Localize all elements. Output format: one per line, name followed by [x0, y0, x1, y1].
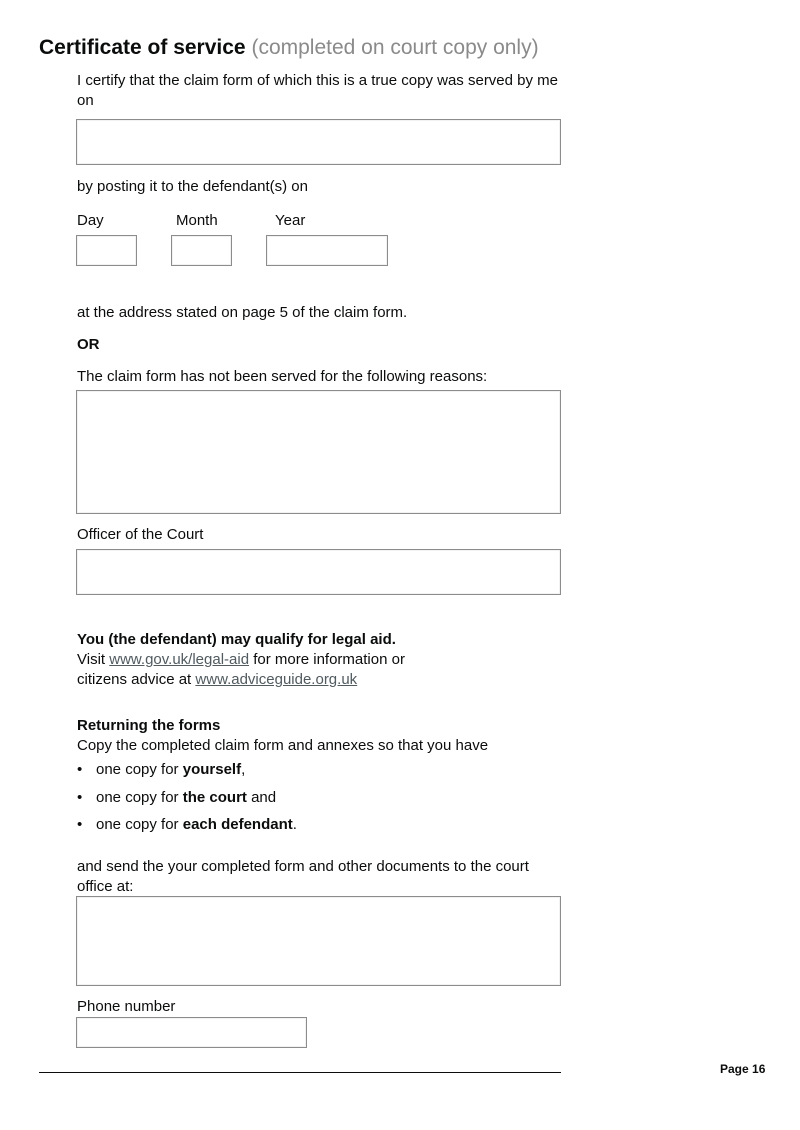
or-label: OR — [77, 336, 100, 353]
phone-input[interactable] — [76, 1017, 307, 1048]
officer-label: Officer of the Court — [77, 526, 204, 543]
legal-aid-link[interactable]: www.gov.uk/legal-aid — [109, 651, 250, 668]
reasons-textarea[interactable] — [76, 390, 561, 514]
year-input[interactable] — [266, 235, 388, 266]
returning-intro: Copy the completed claim form and annexes so that you have — [77, 737, 489, 754]
not-served-text: The claim form has not been served for the following reasons: — [77, 368, 488, 385]
month-input[interactable] — [171, 235, 232, 266]
footer-divider — [39, 1072, 561, 1073]
legal-aid-line1 — [77, 650, 567, 670]
legal-aid-after-link: for more information or — [253, 651, 405, 668]
officer-input[interactable] — [76, 549, 561, 595]
certify-text: I certify that the claim form of which this is a true copy was served by me on — [77, 72, 559, 109]
day-input[interactable] — [76, 235, 137, 266]
bullet-icon: • — [77, 816, 83, 833]
legal-aid-heading: You (the defendant) may qualify for legal aid. — [77, 631, 396, 648]
legal-aid-line2 — [77, 670, 567, 690]
address-text: at the address stated on page 5 of the claim form. — [77, 304, 408, 321]
month-label: Month — [176, 212, 218, 229]
year-label: Year — [275, 212, 306, 229]
citizens-advice-text: citizens advice at — [77, 671, 192, 688]
list-item: • one copy for yourself, — [77, 761, 246, 778]
visit-text: Visit — [77, 651, 106, 668]
adviceguide-link[interactable]: www.adviceguide.org.uk — [195, 671, 358, 688]
list-item: • one copy for each defendant. — [77, 816, 297, 833]
posting-text: by posting it to the defendant(s) on — [77, 178, 308, 195]
served-by-input[interactable] — [76, 119, 561, 165]
returning-heading: Returning the forms — [77, 717, 221, 734]
phone-label: Phone number — [77, 998, 176, 1015]
title-main: Certificate of service — [39, 36, 246, 59]
list-item: • one copy for the court and — [77, 789, 277, 806]
bullet-icon: • — [77, 789, 83, 806]
day-label: Day — [77, 212, 104, 229]
bullet-icon: • — [77, 761, 83, 778]
send-text: and send the your completed form and other documents to the court office at: — [77, 858, 529, 895]
title-subtitle: (completed on court copy only) — [251, 36, 539, 59]
page-number: Page 16 — [720, 1062, 766, 1076]
court-office-address-input[interactable] — [76, 896, 561, 986]
page-title — [39, 34, 539, 62]
